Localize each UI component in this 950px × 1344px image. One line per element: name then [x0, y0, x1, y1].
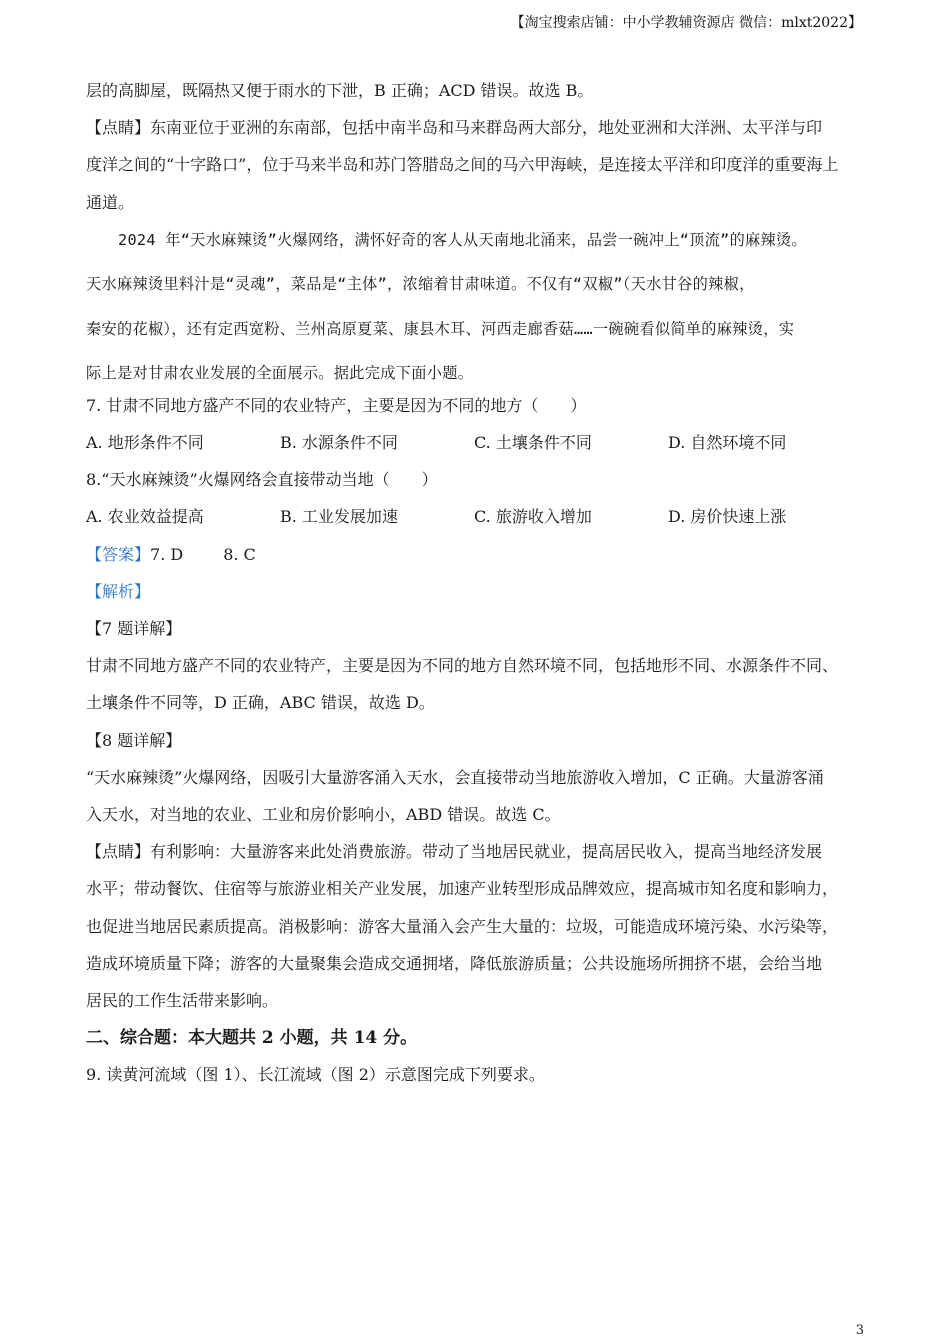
passage-line: 2024 年“天水麻辣烫”火爆网络，满怀好奇的客人从天南地北涌来，品尝一碗冲上“顶流”的麻辣烫。 [118, 230, 808, 249]
text-line: 甘肃不同地方盛产不同的农业特产，主要是因为不同的地方自然环境不同，包括地形不同、水源条件不同、 [86, 656, 839, 676]
text-line: 土壤条件不同等，D 正确，ABC 错误，故选 D。 [86, 693, 435, 713]
text-line: 入天水，对当地的农业、工业和房价影响小，ABD 错误。故选 C。 [86, 804, 561, 824]
text-line: 层的高脚屋，既隔热又便于雨水的下泄，B 正确；ACD 错误。故选 B。 [86, 81, 594, 100]
document-body [86, 78, 866, 1099]
section-title: 二、综合题：本大题共 2 小题，共 14 分。 [86, 1028, 418, 1049]
text-line: 【点睛】东南亚位于亚洲的东南部，包括中南半岛和马来群岛两大部分，地处亚洲和大洋洲、太平洋与印 [86, 118, 823, 138]
text-line: 通道。 [86, 192, 135, 212]
text-line: 居民的工作生活带来影响。 [86, 990, 279, 1010]
question-7: 7. 甘肃不同地方盛产不同的农业特产，主要是因为不同的地方（ ） [86, 395, 587, 415]
question-8-options [86, 504, 866, 541]
question-8: 8.“天水麻辣烫”火爆网络会直接带动当地（ ） [86, 470, 438, 490]
text-line: 造成环境质量下降；游客的大量聚集会造成交通拥堵，降低旅游质量；公共设施场所拥挤不堪，会给当地 [86, 953, 823, 973]
option-d: D. 自然环境不同 [668, 433, 787, 453]
answer-8: 8. C [223, 544, 256, 564]
text-line: 度洋之间的“十字路口”，位于马来半岛和苏门答腊岛之间的马六甲海峡，是连接太平洋和印度洋的重要海上 [86, 155, 839, 175]
option-a: A. 农业效益提高 [86, 507, 204, 527]
option-c: C. 旅游收入增加 [474, 507, 592, 527]
option-d: D. 房价快速上涨 [668, 507, 787, 527]
answer-label: 【答案】 [86, 544, 151, 564]
passage-line: 秦安的花椒），还有定西宽粉、兰州高原夏菜、康县木耳、河西走廊香菇……一碗碗看似简单的麻辣烫，实 [86, 319, 795, 338]
option-b: B. 水源条件不同 [280, 433, 398, 453]
text-line: “天水麻辣烫”火爆网络，因吸引大量游客涌入天水，会直接带动当地旅游收入增加，C 正确。大量游客涌 [86, 767, 824, 787]
detail-8-title: 【8 题详解】 [86, 730, 182, 750]
option-a: A. 地形条件不同 [86, 433, 204, 453]
header-note: 【淘宝搜索店铺：中小学教辅资源店 微信：mlxt2022】 [510, 15, 862, 31]
passage-line: 天水麻辣烫里料汁是“灵魂”，菜品是“主体”，浓缩着甘肃味道。不仅有“双椒”（天水甘谷的辣椒， [86, 275, 755, 294]
question-7-options [86, 430, 866, 467]
question-9: 9. 读黄河流域（图 1）、长江流域（图 2）示意图完成下列要求。 [86, 1065, 545, 1085]
text-line: 水平；带动餐饮、住宿等与旅游业相关产业发展，加速产业转型形成品牌效应，提高城市知名度和影响力， [86, 879, 839, 899]
analysis-label: 【解析】 [86, 581, 151, 601]
answer-line [86, 542, 866, 579]
passage-line: 际上是对甘肃农业发展的全面展示。据此完成下面小题。 [86, 363, 474, 382]
text-line: 【点睛】有利影响：大量游客来此处消费旅游。带动了当地居民就业，提高居民收入，提高当地经济发展 [86, 842, 823, 862]
text-line: 也促进当地居民素质提高。消极影响：游客大量涌入会产生大量的：垃圾，可能造成环境污染、水污染等， [86, 916, 839, 936]
option-b: B. 工业发展加速 [280, 507, 398, 527]
detail-7-title: 【7 题详解】 [86, 619, 182, 639]
page-number: 3 [855, 1323, 864, 1338]
option-c: C. 土壤条件不同 [474, 433, 592, 453]
answer-7: 7. D [150, 544, 184, 564]
